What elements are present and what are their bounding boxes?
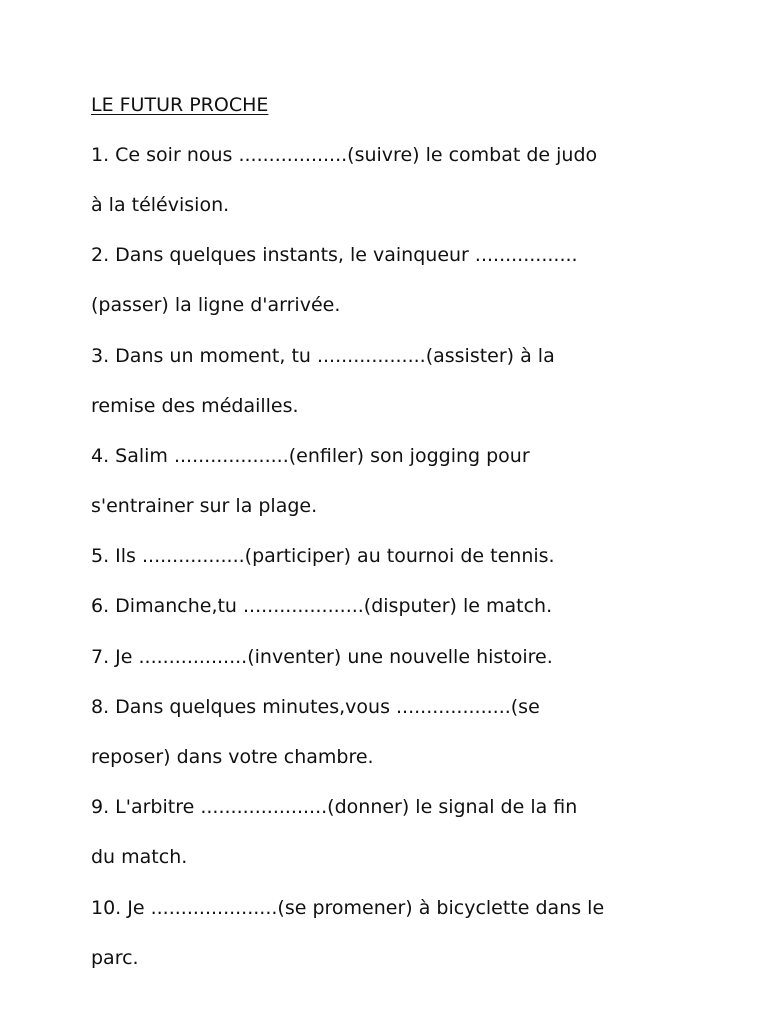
exercise-line-2-continuation: (passer) la ligne d'arrivée. xyxy=(91,294,341,316)
exercise-line-6: 6. Dimanche,tu ....................(disputer) le match. xyxy=(91,595,553,617)
exercise-line-5: 5. Ils .................(participer) au tournoi de tennis. xyxy=(91,545,555,567)
exercise-line-9: 9. L'arbitre .....................(donner) le signal de la fin xyxy=(91,796,578,818)
exercise-line-1: 1. Ce soir nous ..................(suivre) le combat de judo xyxy=(91,144,598,166)
worksheet-title: LE FUTUR PROCHE xyxy=(91,94,269,116)
exercise-line-3-continuation: remise des médailles. xyxy=(91,395,299,417)
exercise-line-7: 7. Je ..................(inventer) une nouvelle histoire. xyxy=(91,646,553,668)
exercise-line-1-continuation: à la télévision. xyxy=(91,194,230,216)
exercise-line-4-continuation: s'entrainer sur la plage. xyxy=(91,495,318,517)
exercise-line-10: 10. Je .....................(se promener) à bicyclette dans le xyxy=(91,897,605,919)
exercise-line-3: 3. Dans un moment, tu ..................(assister) à la xyxy=(91,345,555,367)
exercise-line-8-continuation: reposer) dans votre chambre. xyxy=(91,746,374,768)
exercise-line-4: 4. Salim ...................(enfiler) son jogging pour xyxy=(91,445,530,467)
exercise-line-2: 2. Dans quelques instants, le vainqueur ................. xyxy=(91,244,578,266)
exercise-line-9-continuation: du match. xyxy=(91,846,188,868)
exercise-line-8: 8. Dans quelques minutes,vous ...................(se xyxy=(91,696,540,718)
exercise-line-10-continuation: parc. xyxy=(91,947,139,969)
